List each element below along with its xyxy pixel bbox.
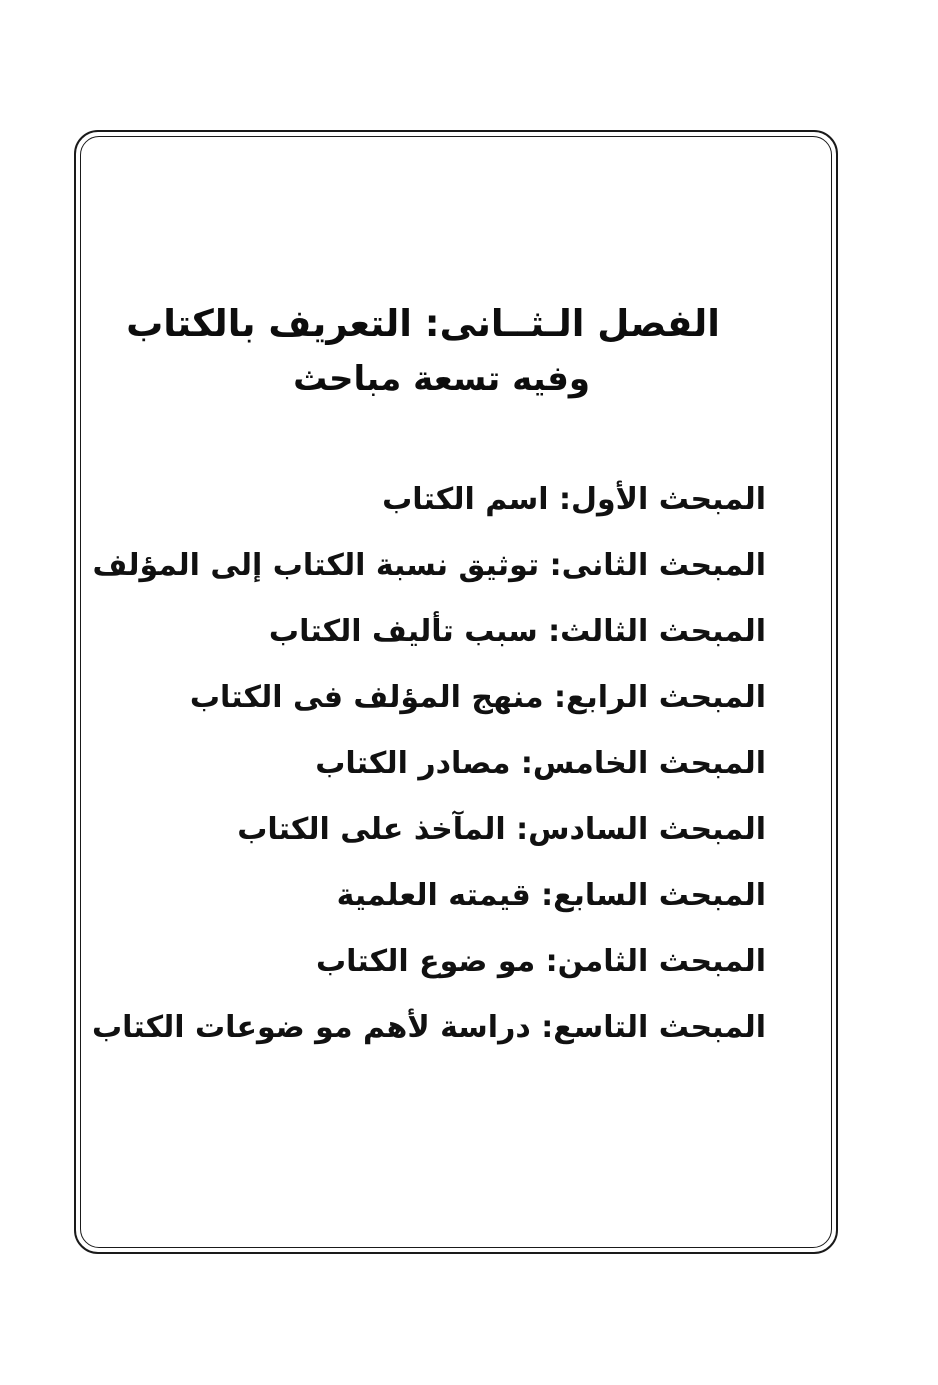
section-item-9: المبحث التاسع: دراسة لأهم مو ضوعات الكتاب <box>91 1010 766 1045</box>
chapter-title: الفصل الـثــانى: التعريف بالكتاب <box>126 302 720 345</box>
section-item-5: المبحث الخامس: مصادر الكتاب <box>315 746 766 781</box>
section-item-7: المبحث السابع: قيمته العلمية <box>336 878 766 913</box>
section-item-3: المبحث الثالث: سبب تأليف الكتاب <box>268 614 766 649</box>
section-item-1: المبحث الأول: اسم الكتاب <box>382 482 766 517</box>
section-item-2: المبحث الثانى: توثيق نسبة الكتاب إلى المؤلف <box>92 548 766 583</box>
section-item-8: المبحث الثامن: مو ضوع الكتاب <box>315 944 766 979</box>
section-item-4: المبحث الرابع: منهج المؤلف فى الكتاب <box>189 680 766 715</box>
sections-list <box>91 474 766 1068</box>
section-item-6: المبحث السادس: المآخذ على الكتاب <box>237 812 766 847</box>
chapter-subtitle: وفيه تسعة مباحث <box>293 359 590 399</box>
